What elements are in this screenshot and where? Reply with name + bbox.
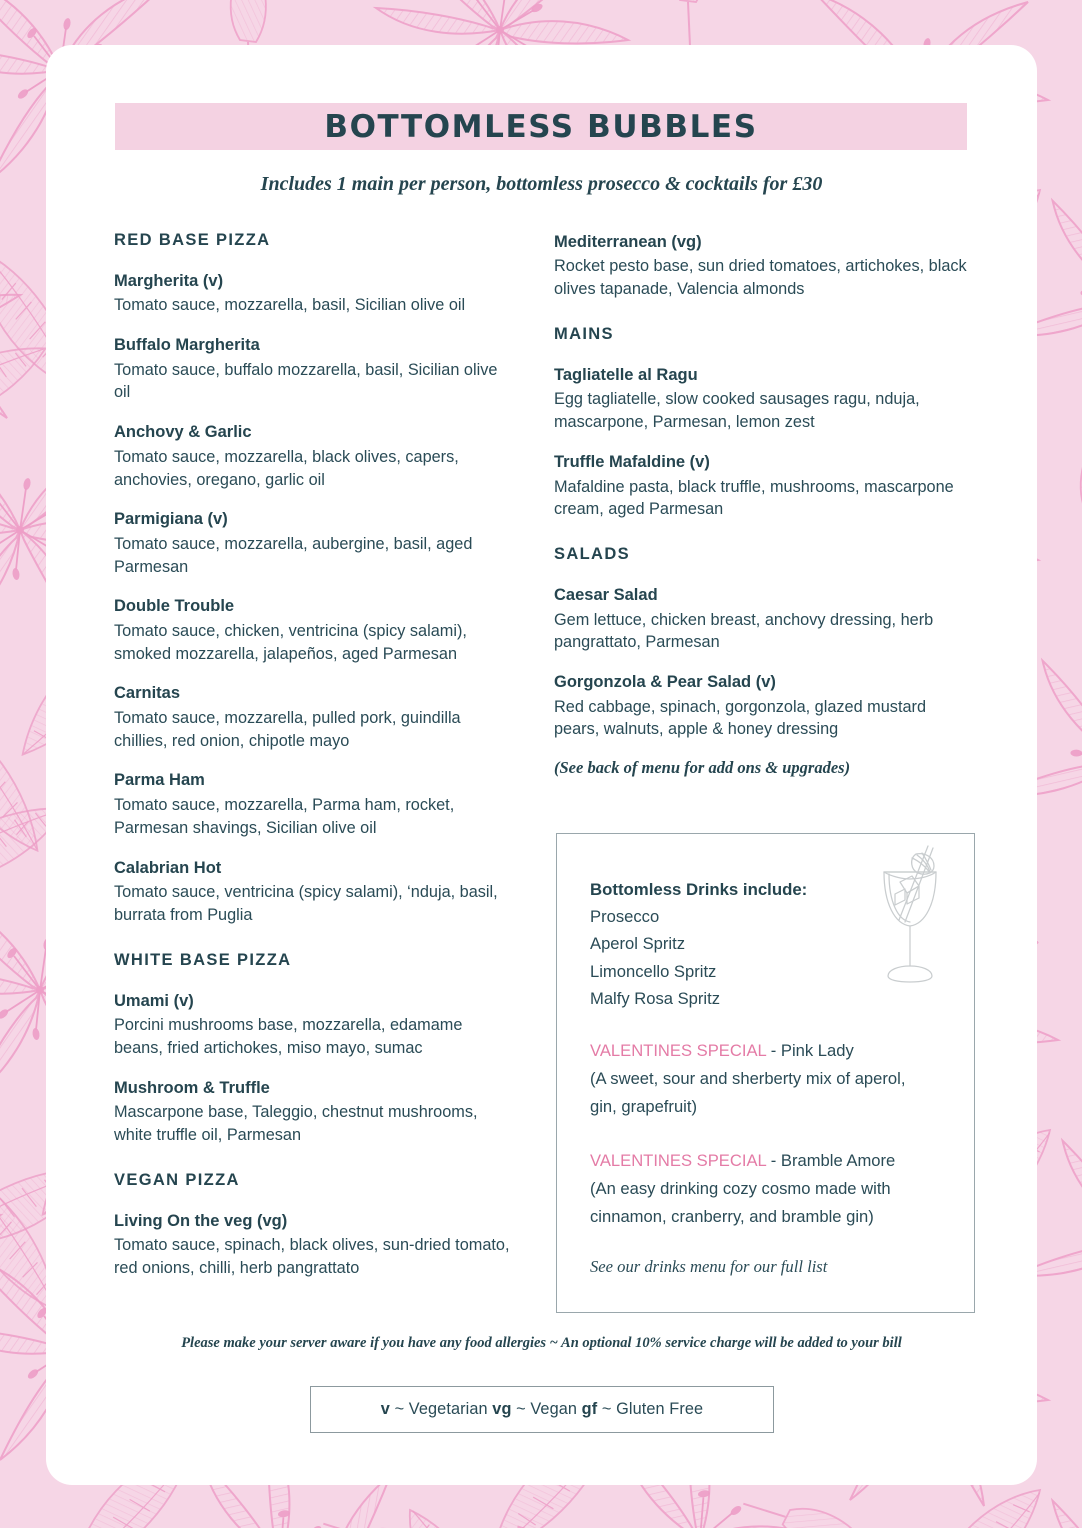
legend-label-vegetarian: ~ Vegetarian bbox=[389, 1400, 493, 1418]
item-name: Margherita (v) bbox=[114, 272, 224, 290]
item-description: Porcini mushrooms base, mozzarella, edamame beans, fried artichokes, miso mayo, sumac bbox=[114, 1015, 463, 1057]
item-name: Mushroom & Truffle bbox=[114, 1078, 270, 1097]
menu-item bbox=[114, 508, 514, 578]
menu-title-banner bbox=[115, 103, 967, 150]
special-headline bbox=[590, 1037, 942, 1065]
item-description: Rocket pesto base, sun dried tomatoes, artichokes, black olives tapanade, Valencia almonds bbox=[554, 257, 967, 299]
drinks-menu-footer-note: See our drinks menu for our full list bbox=[590, 1257, 828, 1277]
special-separator: - bbox=[766, 1150, 781, 1170]
item-description: Gem lettuce, chicken breast, anchovy dressing, herb pangrattato, Parmesan bbox=[554, 610, 934, 652]
menu-item bbox=[114, 1077, 514, 1147]
menu-card bbox=[46, 45, 1037, 1485]
item-name: Calabrian Hot bbox=[114, 858, 222, 877]
section-spacer bbox=[554, 318, 974, 325]
item-description: Egg tagliatelle, slow cooked sausages ragu, nduja, mascarpone, Parmesan, lemon zest bbox=[554, 390, 920, 432]
drink-item: Aperol Spritz bbox=[590, 934, 685, 954]
special-name: Pink Lady bbox=[780, 1041, 854, 1061]
special-separator: - bbox=[766, 1041, 781, 1061]
section-heading-mains: MAINS bbox=[554, 325, 614, 344]
item-description: Tomato sauce, ventricina (spicy salami), ‘nduja, basil, burrata from Puglia bbox=[114, 882, 498, 924]
special-name: Bramble Amore bbox=[780, 1150, 896, 1170]
section-spacer bbox=[114, 1164, 514, 1171]
item-name: Parma Ham bbox=[114, 771, 205, 790]
item-description: Tomato sauce, mozzarella, pulled pork, guindilla chillies, red onion, chipotle mayo bbox=[114, 708, 461, 750]
menu-item bbox=[114, 769, 514, 839]
menu-subtitle: Includes 1 main per person, bottomless prosecco & cocktails for £30 bbox=[260, 173, 823, 195]
item-name: Parmigiana (v) bbox=[114, 510, 228, 529]
special-description-line: (A sweet, sour and sherberty mix of aperol, bbox=[590, 1069, 906, 1089]
menu-item bbox=[554, 584, 974, 654]
item-name: Buffalo Margherita bbox=[114, 336, 260, 355]
item-name: Double Trouble bbox=[114, 597, 235, 616]
section-heading-salads: SALADS bbox=[554, 545, 630, 564]
section-spacer bbox=[554, 538, 974, 545]
menu-item bbox=[554, 451, 974, 521]
cocktail-glass-icon bbox=[864, 842, 956, 984]
page-title: BOTTOMLESS BUBBLES bbox=[324, 108, 758, 145]
item-description: Tomato sauce, mozzarella, Parma ham, rocket, Parmesan shavings, Sicilian olive oil bbox=[114, 795, 455, 837]
menu-item bbox=[114, 421, 514, 491]
valentines-special-label: VALENTINES SPECIAL bbox=[590, 1150, 767, 1170]
item-description: Tomato sauce, mozzarella, basil, Sicilian olive oil bbox=[114, 296, 466, 315]
special-description-line: gin, grapefruit) bbox=[590, 1097, 697, 1117]
section-heading-white-base-pizza: WHITE BASE PIZZA bbox=[114, 950, 292, 969]
item-description: Mascarpone base, Taleggio, chestnut mushrooms, white truffle oil, Parmesan bbox=[114, 1103, 478, 1144]
drink-item: Malfy Rosa Spritz bbox=[590, 988, 721, 1008]
dietary-legend-box bbox=[310, 1386, 774, 1433]
valentines-special-bramble-amore bbox=[590, 1147, 942, 1232]
right-column bbox=[554, 231, 974, 778]
item-name: Caesar Salad bbox=[554, 586, 658, 605]
section-heading-vegan-pizza: VEGAN PIZZA bbox=[114, 1170, 240, 1189]
menu-item bbox=[114, 857, 514, 927]
valentines-special-pink-lady bbox=[590, 1037, 942, 1122]
drink-item: Limoncello Spritz bbox=[590, 961, 717, 981]
item-description: Tomato sauce, buffalo mozzarella, basil, Sicilian olive oil bbox=[114, 360, 498, 402]
item-name: Umami (v) bbox=[114, 991, 194, 1010]
special-description-line: cinnamon, cranberry, and bramble gin) bbox=[590, 1207, 874, 1227]
item-name: Gorgonzola & Pear Salad (v) bbox=[554, 673, 776, 692]
addons-note: (See back of menu for add ons & upgrades) bbox=[554, 758, 851, 778]
item-name: Living On the veg (vg) bbox=[114, 1211, 288, 1230]
left-column bbox=[114, 231, 514, 1297]
item-name: Anchovy & Garlic bbox=[114, 423, 252, 442]
legend-key-gluten-free: gf bbox=[581, 1400, 598, 1418]
menu-item bbox=[114, 990, 514, 1060]
section-heading-red-base-pizza: RED BASE PIZZA bbox=[114, 231, 271, 249]
legend-label-vegan: ~ Vegan bbox=[511, 1400, 582, 1418]
drinks-box-content bbox=[557, 834, 974, 1277]
item-name: Truffle Mafaldine (v) bbox=[554, 453, 710, 472]
menu-item bbox=[114, 1210, 514, 1280]
drinks-box-title: Bottomless Drinks include: bbox=[590, 880, 808, 899]
item-description: Red cabbage, spinach, gorgonzola, glazed mustard pears, walnuts, apple & honey dressing bbox=[554, 697, 926, 739]
menu-item bbox=[114, 595, 514, 665]
item-name: Carnitas bbox=[114, 684, 181, 703]
item-name: Mediterranean (vg) bbox=[554, 233, 702, 251]
drink-item: Prosecco bbox=[590, 907, 660, 927]
bottomless-drinks-box bbox=[556, 833, 975, 1313]
menu-item bbox=[114, 682, 514, 752]
menu-item bbox=[554, 231, 974, 301]
legend-label-gluten-free: ~ Gluten Free bbox=[597, 1400, 704, 1418]
menu-item bbox=[554, 364, 974, 434]
item-description: Tomato sauce, spinach, black olives, sun-dried tomato, red onions, chilli, herb pangrattato bbox=[114, 1236, 510, 1277]
legend-key-vegetarian: v bbox=[380, 1400, 390, 1418]
special-headline bbox=[590, 1147, 942, 1175]
menu-item bbox=[114, 270, 514, 317]
item-description: Tomato sauce, mozzarella, black olives, capers, anchovies, oregano, garlic oil bbox=[114, 447, 459, 489]
menu-item bbox=[554, 671, 974, 741]
item-name: Tagliatelle al Ragu bbox=[554, 366, 698, 385]
menu-item bbox=[114, 334, 514, 404]
item-description: Mafaldine pasta, black truffle, mushrooms, mascarpone cream, aged Parmesan bbox=[554, 477, 954, 519]
legend-key-vegan: vg bbox=[492, 1400, 512, 1418]
valentines-special-label: VALENTINES SPECIAL bbox=[590, 1041, 767, 1061]
item-description: Tomato sauce, chicken, ventricina (spicy salami), smoked mozzarella, jalapeños, aged Parmesan bbox=[114, 621, 467, 663]
allergy-and-service-charge-note: Please make your server aware if you have any food allergies ~ An optional 10% service charge will be added to your bill bbox=[181, 1335, 902, 1351]
special-description-line: (An easy drinking cozy cosmo made with bbox=[590, 1178, 891, 1198]
dietary-legend-text bbox=[381, 1400, 703, 1419]
item-description: Tomato sauce, mozzarella, aubergine, basil, aged Parmesan bbox=[114, 534, 473, 576]
section-spacer bbox=[114, 944, 514, 951]
